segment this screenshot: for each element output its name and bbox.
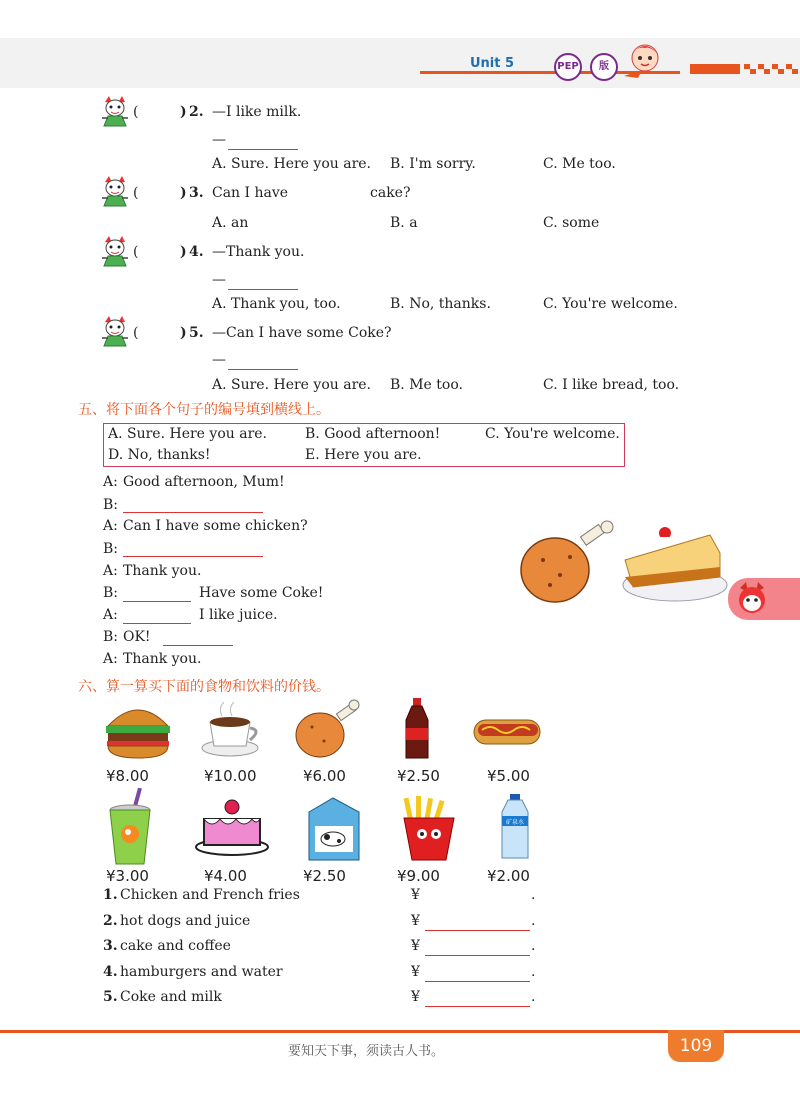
- pep-badge: PEP: [554, 53, 582, 81]
- calc-number: 4.: [103, 964, 118, 980]
- price-label: ¥9.00: [397, 867, 440, 885]
- option-b: B. Good afternoon!: [305, 426, 441, 442]
- yen-sign: ¥: [411, 938, 420, 954]
- birthday-cake-icon: [192, 797, 272, 857]
- calc-text: hot dogs and juice: [120, 913, 251, 929]
- price-label: ¥5.00: [487, 767, 530, 785]
- unit-label: Unit 5: [470, 56, 515, 71]
- fox-mascot-icon: [736, 582, 768, 616]
- girl-mascot-icon: [620, 36, 670, 80]
- option-b: B. Me too.: [390, 377, 463, 393]
- cat-mascot-icon: [100, 236, 130, 270]
- answer-paren-close: ): [180, 104, 187, 120]
- price-label: ¥4.00: [204, 867, 247, 885]
- calc-end: .: [531, 989, 536, 1005]
- price-label: ¥2.50: [303, 867, 346, 885]
- reply-blank[interactable]: [228, 149, 298, 150]
- calc-number: 3.: [103, 938, 118, 954]
- cat-mascot-icon: [100, 176, 130, 210]
- answer-blank[interactable]: [123, 556, 263, 557]
- question-text-end: cake?: [370, 185, 411, 201]
- answer-paren-close: ): [180, 244, 187, 260]
- question-text: —Can I have some Coke?: [212, 325, 392, 341]
- question-number: 3.: [189, 185, 204, 201]
- juice-cup-icon: [106, 788, 158, 868]
- dialogue-speaker: A:: [103, 563, 118, 579]
- option-e: E. Here you are.: [305, 447, 422, 463]
- answer-blank[interactable]: [123, 601, 191, 602]
- footer-motto: 要知天下事，须读古人书。: [288, 1044, 445, 1059]
- option-b: B. I'm sorry.: [390, 156, 476, 172]
- cat-mascot-icon: [100, 316, 130, 350]
- option-a: A. an: [212, 215, 249, 231]
- answer-paren-close: ): [180, 185, 187, 201]
- water-label: 矿泉水: [505, 819, 525, 826]
- dialogue-line: Have some Coke!: [199, 585, 324, 601]
- milk-carton-icon: [303, 794, 365, 864]
- option-a: A. Thank you, too.: [212, 296, 341, 312]
- calc-number: 1.: [103, 887, 118, 903]
- question-number: 5.: [189, 325, 204, 341]
- coke-bottle-icon: [400, 696, 434, 762]
- header-band: [0, 38, 800, 88]
- answer-paren-open: (: [133, 104, 139, 120]
- option-b: B. a: [390, 215, 418, 231]
- answer-blank[interactable]: [123, 512, 263, 513]
- dialogue-speaker: B:: [103, 541, 119, 557]
- reply-dash: —: [212, 272, 226, 288]
- cat-mascot-icon: [100, 96, 130, 130]
- calc-text: hamburgers and water: [120, 964, 283, 980]
- price-label: ¥3.00: [106, 867, 149, 885]
- option-c: C. You're welcome.: [485, 426, 620, 442]
- option-a: A. Sure. Here you are.: [212, 377, 371, 393]
- yen-sign: ¥: [411, 913, 420, 929]
- reply-dash: —: [212, 352, 226, 368]
- dialogue-speaker: A:: [103, 651, 118, 667]
- reply-dash: —: [212, 132, 226, 148]
- cheesecake-icon: [623, 527, 727, 601]
- option-c: C. Me too.: [543, 156, 616, 172]
- section-6-title: 六、算一算买下面的食物和饮料的价钱。: [78, 679, 330, 695]
- price-label: ¥2.00: [487, 867, 530, 885]
- price-label: ¥10.00: [204, 767, 257, 785]
- option-a: A. Sure. Here you are.: [108, 426, 267, 442]
- calc-text: Coke and milk: [120, 989, 222, 1005]
- answer-paren-open: (: [133, 325, 139, 341]
- calc-number: 5.: [103, 989, 118, 1005]
- section-5-title: 五、将下面各个句子的编号填到横线上。: [78, 402, 330, 418]
- price-answer-blank[interactable]: [425, 930, 530, 931]
- question-number: 2.: [189, 104, 204, 120]
- reply-blank[interactable]: [228, 369, 298, 370]
- hot-dog-icon: [472, 708, 544, 754]
- calc-end: .: [531, 913, 536, 929]
- question-text: —I like milk.: [212, 104, 302, 120]
- dialogue-speaker: B:: [103, 629, 119, 645]
- price-label: ¥8.00: [106, 767, 149, 785]
- french-fries-icon: [398, 796, 460, 862]
- option-a: A. Sure. Here you are.: [212, 156, 371, 172]
- yen-sign: ¥: [411, 887, 420, 903]
- calc-text: cake and coffee: [120, 938, 231, 954]
- price-label: ¥6.00: [303, 767, 346, 785]
- yen-sign: ¥: [411, 964, 420, 980]
- dialogue-speaker: A:: [103, 474, 118, 490]
- dialogue-speaker: B:: [103, 497, 119, 513]
- price-answer-blank[interactable]: [425, 981, 530, 982]
- question-number: 4.: [189, 244, 204, 260]
- question-text: Can I have: [212, 185, 289, 201]
- dialogue-line: Thank you.: [123, 651, 202, 667]
- price-answer-blank[interactable]: [425, 955, 530, 956]
- price-answer-blank[interactable]: [425, 1006, 530, 1007]
- edition-badge: 版: [590, 53, 618, 81]
- drumstick-icon: [521, 521, 613, 602]
- answer-blank[interactable]: [123, 623, 191, 624]
- answer-blank[interactable]: [163, 645, 233, 646]
- question-text: —Thank you.: [212, 244, 305, 260]
- water-bottle-icon: [498, 794, 532, 860]
- answer-paren-open: (: [133, 185, 139, 201]
- yen-sign: ¥: [411, 989, 420, 1005]
- chicken-and-cake-illustration: [515, 515, 730, 610]
- dialogue-line: I like juice.: [199, 607, 278, 623]
- page-number: 109: [679, 1036, 713, 1056]
- answer-paren-close: ): [180, 325, 187, 341]
- calc-end: .: [531, 938, 536, 954]
- calc-end: .: [531, 887, 536, 903]
- option-c: C. I like bread, too.: [543, 377, 680, 393]
- hamburger-icon: [102, 698, 174, 760]
- calc-end: .: [531, 964, 536, 980]
- price-label: ¥2.50: [397, 767, 440, 785]
- dialogue-speaker: A:: [103, 607, 118, 623]
- option-c: C. some: [543, 215, 600, 231]
- calc-number: 2.: [103, 913, 118, 929]
- reply-blank[interactable]: [228, 289, 298, 290]
- coffee-cup-icon: [200, 700, 266, 760]
- calc-text: Chicken and French fries: [120, 887, 300, 903]
- option-b: B. No, thanks.: [390, 296, 491, 312]
- option-d: D. No, thanks!: [108, 447, 211, 463]
- dialogue-speaker: B:: [103, 585, 119, 601]
- option-c: C. You're welcome.: [543, 296, 678, 312]
- dialogue-line: Can I have some chicken?: [123, 518, 308, 534]
- dialogue-line: Thank you.: [123, 563, 202, 579]
- answer-paren-open: (: [133, 244, 139, 260]
- dialogue-line: Good afternoon, Mum!: [123, 474, 285, 490]
- checker-pattern: [690, 62, 800, 76]
- chicken-leg-icon: [292, 697, 362, 759]
- dialogue-speaker: A:: [103, 518, 118, 534]
- dialogue-line: OK!: [123, 629, 151, 645]
